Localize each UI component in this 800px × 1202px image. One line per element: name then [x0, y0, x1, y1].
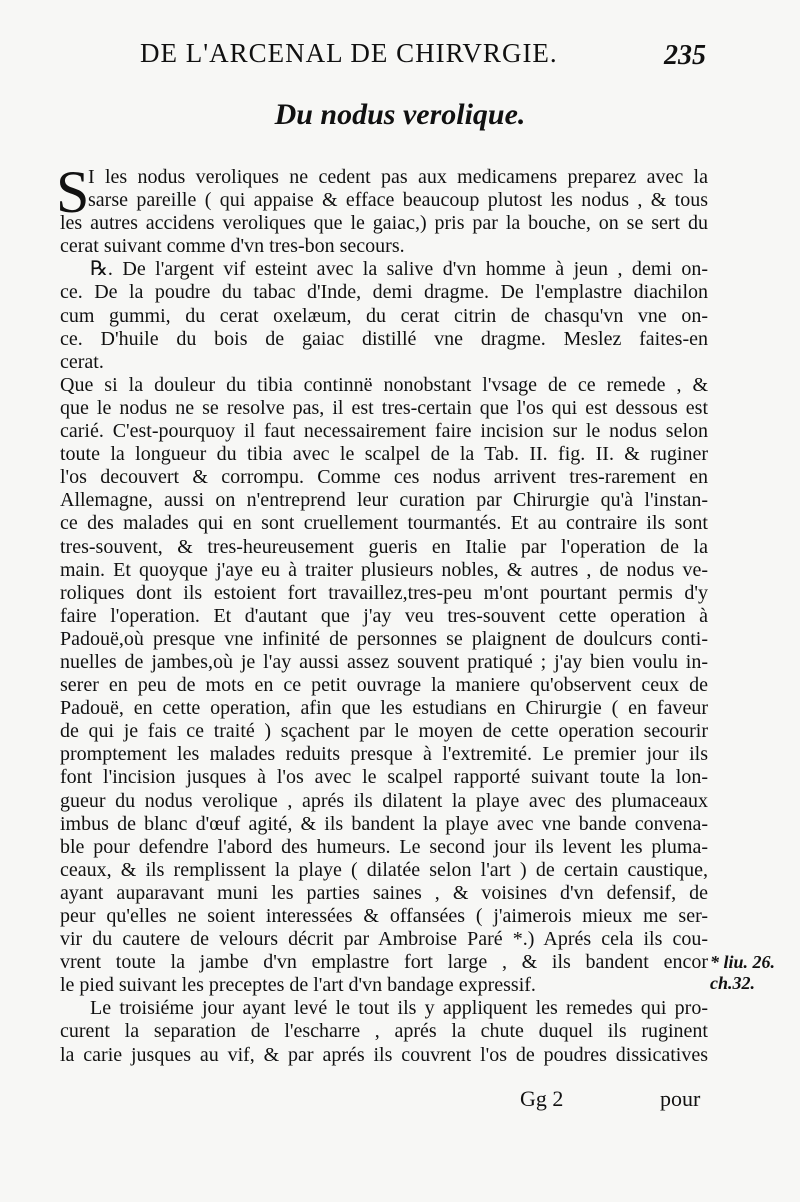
signature-mark: Gg 2	[520, 1086, 564, 1111]
page-number: 235	[664, 40, 706, 71]
text-line: cerat.	[60, 350, 104, 373]
text-line: nuelles de jambes,où je l'ay aussi assez souvent pratiqué ; j'ay bien voulu in-	[60, 650, 708, 673]
margin-note-line: * liu. 26.	[710, 952, 776, 972]
catchword: pour	[660, 1086, 701, 1111]
text-line: font l'incision jusques à l'os avec le scalpel rapporté suivant toute la lon-	[60, 766, 708, 789]
text-line: tres-souvent, & tres-heureusement gueris en Italie par l'operation de la	[60, 535, 708, 558]
text-line: vir du cautere de velours décrit par Ambroise Paré *.) Aprés cela ils cou-	[60, 928, 708, 951]
text-line: faire l'operation. Et d'autant que j'ay veu tres-souvent cette operation à	[60, 604, 708, 627]
text-line: serer en peu de mots en ce petit ouvrage la maniere qu'observent ceux de	[60, 674, 708, 697]
text-line: roliques dont ils estoient fort travaillez,tres-peu m'ont pourtant permis d'y	[60, 581, 708, 604]
text-line: la carie jusques au vif, & par aprés ils couvrent l'os de poudres dissicatives	[60, 1043, 708, 1066]
margin-note	[710, 952, 798, 994]
running-head: DE L'ARCENAL DE CHIRVRGIE.	[140, 38, 558, 68]
text-line: Que si la douleur du tibia continnë nonobstant l'vsage de ce remede , &	[60, 373, 708, 396]
text-line: promptement les malades reduits presque à l'extremité. Le premier jour ils	[60, 743, 708, 766]
text-line: les autres accidens veroliques que le gaiac,) pris par la bouche, on se sert du	[60, 212, 708, 235]
margin-note-line: ch.32.	[710, 973, 755, 993]
page-footer	[0, 1086, 800, 1112]
text-line: carié. C'est-pourquoy il faut necessairement faire incision sur le nodus selon	[60, 420, 708, 443]
text-line: de qui je fais ce traité ) sçachent par le moyen de cette operation secourir	[60, 720, 708, 743]
text-line: que le nodus ne se resolve pas, il est tres-certain que l'os qui est dessous est	[60, 396, 708, 419]
section-title: Du nodus verolique.	[274, 98, 526, 131]
text-line: curent la separation de l'escharre , aprés la chute duquel ils ruginent	[60, 1020, 708, 1043]
text-line: Le troisiéme jour ayant levé le tout ils y appliquent les remedes qui pro-	[90, 997, 708, 1020]
text-line: peur qu'elles ne soient interessées & offansées ( j'aimerois mieux me ser-	[60, 905, 708, 927]
text-line: imbus de blanc d'œuf agité, & ils bandent la playe avec vne bande convena-	[60, 812, 708, 835]
text-line: ceaux, & ils remplissent la playe ( dilatée selon l'art ) de certain caustique,	[60, 858, 708, 881]
text-line: l'os decouvert & corrompu. Comme ces nodus arrivent tres-rarement en	[60, 466, 708, 489]
text-line: cum gummi, du cerat oxelæum, du cerat citrin de chasqu'vn vne on-	[60, 304, 708, 327]
text-line: sarse pareille ( qui appaise & efface beaucoup plutost les nodus , & tous	[88, 189, 708, 212]
text-line: cerat suivant comme d'vn tres-bon secours.	[60, 235, 405, 258]
text-line: Padouë, en cette operation, afin que les estudians en Chirurgie ( en faveur	[60, 697, 708, 720]
text-line: ble pour defendre l'abord des humeurs. Le second jour ils levent les pluma-	[60, 835, 708, 858]
text-line: le pied suivant les preceptes de l'art d'vn bandage expressif.	[60, 974, 536, 997]
text-line: ce. De la poudre du tabac d'Inde, demi dragme. De l'emplastre diachilon	[60, 281, 708, 304]
text-line: vrent toute la jambe d'vn emplastre fort large , & ils bandent encor	[60, 951, 708, 974]
text-line: ℞. De l'argent vif esteint avec la salive d'vn homme à jeun , demi on-	[90, 258, 708, 281]
drop-cap: S	[56, 159, 90, 225]
text-line: gueur du nodus verolique , aprés ils dilatent la playe avec des plumaceaux	[60, 789, 708, 812]
body-text	[60, 166, 708, 1067]
text-line: I les nodus veroliques ne cedent pas aux medicamens preparez avec la	[88, 166, 708, 188]
text-line: Padouë,où presque vne infinité de personnes se plaignent de doulcurs conti-	[60, 627, 708, 650]
text-line: main. Et quoyque j'aye eu à traiter plusieurs nobles, & autres , de nodus ve-	[60, 558, 708, 581]
text-line: Allemagne, aussi on n'entreprend leur curation par Chirurgie qu'à l'instan-	[60, 489, 708, 512]
text-line: ce des malades qui en sont cruellement tourmantés. Et au contraire ils sont	[60, 512, 708, 535]
text-line: ayant auparavant muni les parties saines , & voisines d'vn defensif, de	[60, 881, 708, 904]
text-line: toute la longueur du tibia avec le scalpel de la Tab. II. fig. II. & ruginer	[60, 443, 708, 466]
text-line: ce. D'huile du bois de gaiac distillé vne dragme. Meslez faites-en	[60, 327, 708, 350]
